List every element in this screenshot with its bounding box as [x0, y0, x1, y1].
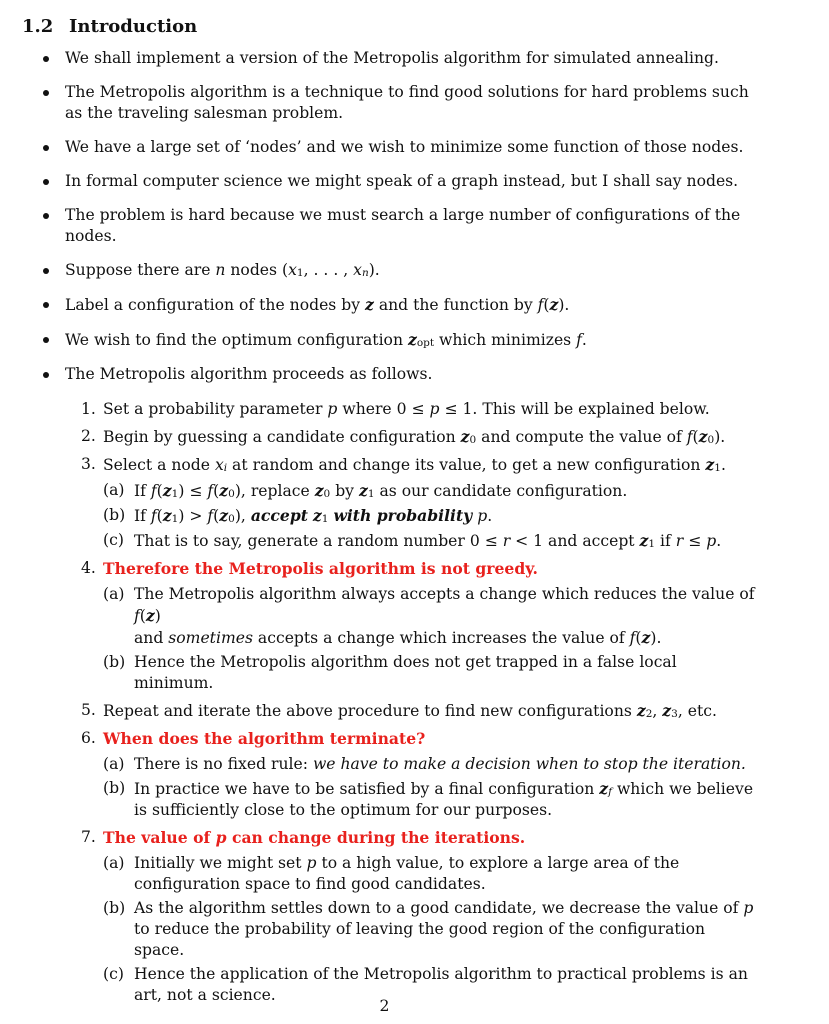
math-var: z: [549, 295, 559, 314]
math-var: f: [134, 607, 140, 625]
text: and: [134, 629, 169, 647]
step-7: [81, 827, 760, 1006]
step-5: [81, 700, 760, 722]
text: .: [487, 507, 493, 525]
highlighted-text: [103, 828, 525, 847]
subscript: 1: [714, 462, 721, 474]
text: ): [178, 507, 185, 525]
bullet-item: The Metropolis algorithm is a technique to find good solutions for hard problems such as the traveling salesman problem.: [40, 82, 760, 124]
subscript: 1: [171, 513, 179, 525]
math-var: z: [219, 481, 229, 500]
substep-6b: [103, 778, 760, 821]
emphasis: accept: [250, 506, 308, 525]
text: and compute the value of: [476, 428, 687, 446]
math-var: x: [214, 456, 224, 474]
text: (: [543, 296, 550, 314]
bullet-item: [40, 364, 760, 1006]
step-2: [81, 426, 760, 448]
section-number: 1.2: [22, 16, 54, 37]
text: .: [581, 331, 587, 349]
text: (: [692, 428, 699, 446]
math-var: z: [705, 455, 715, 474]
text: The Metropolis algorithm proceeds as follows.: [65, 365, 433, 383]
step-6: [81, 728, 760, 821]
emphasis: sometimes: [168, 629, 253, 647]
text: and the function by: [373, 296, 538, 314]
bullet-item: [40, 329, 760, 351]
math-var: f: [207, 482, 214, 500]
text: which we believe is sufficiently close to the optimum for our purposes.: [134, 780, 754, 819]
step-number: 2.: [81, 427, 96, 445]
text: ): [234, 482, 241, 500]
text: (: [156, 482, 163, 500]
text: Repeat and iterate the above procedure to find new configurations: [103, 702, 637, 720]
math-var: x: [288, 261, 297, 279]
math-var: f: [629, 629, 636, 647]
bullet-item: We have a large set of ‘nodes’ and we wish to minimize some function of those nodes.: [40, 137, 760, 158]
text: ≤: [683, 532, 707, 550]
text: As the algorithm settles down to a good candidate, we decrease the value of: [134, 899, 744, 917]
step-number: 7.: [81, 828, 96, 846]
text: (: [213, 482, 220, 500]
highlighted-text: Therefore the Metropolis algorithm is not greedy.: [103, 559, 538, 578]
subscript: 1: [171, 488, 179, 500]
math-var: f: [576, 331, 582, 349]
math-var: p: [429, 400, 440, 418]
step-number: 5.: [81, 701, 96, 719]
subscript: f: [608, 786, 612, 798]
text: (: [635, 629, 642, 647]
math-var: z: [312, 506, 322, 525]
bullet-item: [40, 294, 760, 316]
subscript: 0: [228, 488, 235, 500]
text: If: [134, 507, 151, 525]
text: Hence the Metropolis algorithm does not get trapped in a false local minimum.: [134, 653, 677, 692]
bullet-item: [40, 260, 760, 281]
math-var: z: [599, 779, 609, 798]
text: ).: [368, 261, 380, 279]
math-var: z: [145, 606, 155, 625]
section-heading: [22, 16, 197, 37]
text: ).: [714, 428, 726, 446]
math-var: r: [675, 532, 684, 550]
text: .: [720, 456, 726, 474]
substep-6a: [103, 754, 760, 775]
math-var: p: [743, 899, 754, 917]
section-title: Introduction: [69, 16, 198, 37]
math-var: z: [219, 506, 229, 525]
text: ,: [240, 507, 251, 525]
bullet-list: [40, 48, 760, 1014]
math-var: n: [215, 261, 226, 279]
math-var: z: [698, 427, 708, 446]
subscript: 3: [671, 708, 678, 720]
text: ).: [650, 629, 662, 647]
math-var: p: [306, 854, 317, 872]
bullet-item: The problem is hard because we must search a large number of configurations of the nodes.: [40, 205, 760, 247]
math-var: z: [365, 295, 374, 314]
text: Select a node: [103, 456, 215, 474]
page-number: 2: [379, 997, 390, 1015]
substep-3c: [103, 530, 760, 552]
math-var: z: [460, 427, 470, 446]
text: which minimizes: [434, 331, 577, 349]
math-var: p: [706, 532, 717, 550]
numbered-steps: [81, 399, 760, 1006]
substep-label: (a): [103, 585, 125, 603]
math-var: x: [353, 261, 362, 279]
text: There is no fixed rule:: [134, 755, 313, 773]
math-var: z: [407, 330, 417, 349]
text: If: [134, 482, 151, 500]
text: Suppose there are: [65, 261, 216, 279]
substep-4b: [103, 652, 760, 694]
step-4: [81, 558, 760, 694]
bullet-item: We shall implement a version of the Metropolis algorithm for simulated annealing.: [40, 48, 760, 69]
emphasis: with probability: [333, 506, 473, 525]
substep-list: [103, 480, 760, 552]
text: nodes (: [225, 261, 289, 279]
subscript: 1: [296, 267, 304, 279]
text: We wish to find the optimum configuration: [65, 331, 408, 349]
substep-label: (b): [103, 779, 126, 797]
substep-7a: [103, 853, 760, 895]
math-var: f: [150, 507, 157, 525]
text: ≤ 1. This will be explained below.: [439, 400, 710, 418]
substep-label: (c): [103, 965, 124, 983]
math-var: z: [314, 481, 324, 500]
subscript: 0: [323, 488, 331, 500]
subscript: 1: [648, 538, 656, 550]
text: Label a configuration of the nodes by: [65, 296, 366, 314]
math-var: p: [327, 400, 338, 418]
substep-3b: [103, 505, 760, 527]
substep-7b: [103, 898, 760, 961]
text: Initially we might set: [134, 854, 307, 872]
math-var: z: [639, 531, 649, 550]
math-var: r: [502, 532, 511, 550]
text: (: [156, 507, 163, 525]
emphasis: we have to make a decision when to stop the iteration.: [312, 755, 746, 773]
math-var: f: [686, 428, 693, 446]
text: ): [154, 607, 161, 625]
substep-label: (c): [103, 531, 124, 549]
step-number: 3.: [81, 455, 96, 473]
subscript: 2: [645, 708, 653, 720]
substep-list: [103, 853, 760, 1006]
text: , . . . ,: [303, 261, 354, 279]
text: , replace: [240, 482, 315, 500]
bullet-item: In formal computer science we might speak of a graph instead, but I shall say nodes.: [40, 171, 760, 192]
math-var: z: [662, 701, 672, 720]
text: Set a probability parameter: [103, 400, 328, 418]
math-var: z: [636, 701, 646, 720]
text: In practice we have to be satisfied by a final configuration: [134, 780, 600, 798]
substep-label: (b): [103, 653, 126, 671]
substep-label: (b): [103, 899, 126, 917]
text: accepts a change which increases the value of: [252, 629, 630, 647]
text: .: [716, 532, 722, 550]
text: to reduce the probability of leaving the good region of the configuration space.: [134, 920, 706, 959]
text: < 1 and accept: [510, 532, 640, 550]
subscript: 0: [707, 434, 715, 446]
text: ): [234, 507, 241, 525]
subscript: i: [223, 462, 228, 474]
text: can change during the iterations.: [226, 828, 526, 847]
subscript: 1: [321, 513, 329, 525]
text: as our candidate configuration.: [374, 482, 628, 500]
substep-label: (a): [103, 481, 125, 499]
text: The value of: [103, 828, 216, 847]
substep-list: [103, 754, 760, 821]
subscript: 0: [469, 434, 477, 446]
text: ).: [558, 296, 570, 314]
substep-label: (a): [103, 854, 125, 872]
step-number: 6.: [81, 729, 96, 747]
text: where 0 ≤: [337, 400, 430, 418]
text: at random and change its value, to get a new configuration: [227, 456, 706, 474]
math-var: z: [162, 481, 172, 500]
math-var: z: [162, 506, 172, 525]
step-3: [81, 454, 760, 552]
substep-label: (b): [103, 506, 126, 524]
substep-label: (a): [103, 755, 125, 773]
text: (: [213, 507, 220, 525]
text: if: [655, 532, 676, 550]
math-var: f: [150, 482, 157, 500]
text: ≤: [184, 482, 208, 500]
math-var: p: [215, 828, 227, 847]
substep-list: [103, 584, 760, 694]
text: (: [139, 607, 146, 625]
text: to a high value, to explore a large area of the configuration space to find good candidates.: [134, 854, 680, 893]
text: , etc.: [677, 702, 717, 720]
math-var: z: [641, 628, 651, 647]
text: by: [330, 482, 359, 500]
math-var: p: [477, 507, 488, 525]
step-1: [81, 399, 760, 420]
highlighted-text: When does the algorithm terminate?: [103, 729, 426, 748]
step-number: 4.: [81, 559, 96, 577]
text: ): [178, 482, 185, 500]
subscript: 1: [367, 488, 375, 500]
subscript: 0: [228, 513, 235, 525]
subscript: n: [361, 267, 369, 279]
text: Begin by guessing a candidate configuration: [103, 428, 461, 446]
text: That is to say, generate a random number 0 ≤: [134, 532, 503, 550]
substep-3a: [103, 480, 760, 502]
math-var: f: [537, 296, 544, 314]
text: The Metropolis algorithm always accepts a change which reduces the value of: [134, 585, 755, 603]
substep-4a: [103, 584, 760, 649]
math-var: z: [358, 481, 368, 500]
text: >: [184, 507, 208, 525]
text: ,: [652, 702, 663, 720]
step-number: 1.: [81, 400, 96, 418]
subscript: opt: [416, 337, 435, 349]
math-var: f: [207, 507, 214, 525]
text: Hence the application of the Metropolis algorithm to practical problems is an art, not a science.: [134, 965, 748, 1004]
